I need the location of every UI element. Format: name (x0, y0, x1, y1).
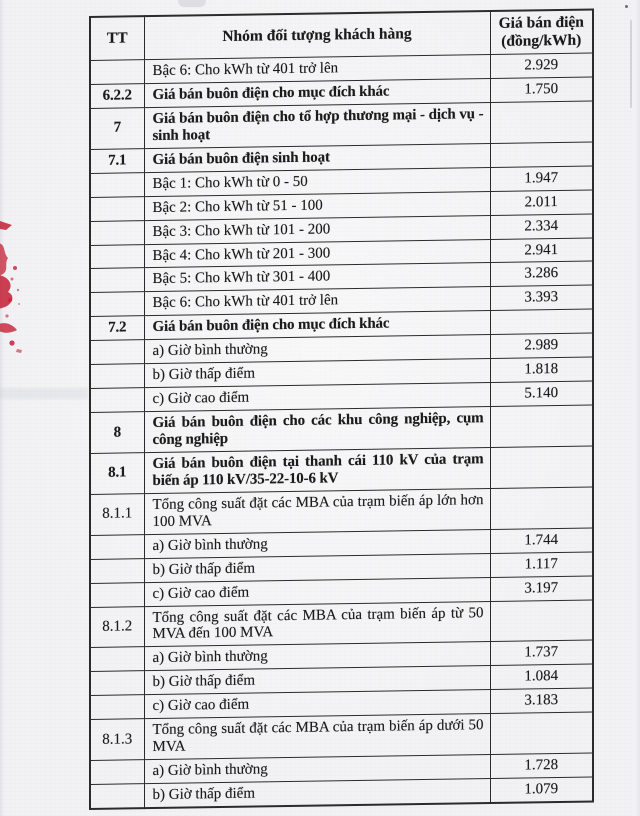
row-price: 2.989 (490, 333, 593, 358)
row-number (90, 292, 144, 317)
row-price: 1.084 (490, 664, 593, 689)
row-label: Bậc 4: Cho kWh từ 201 - 300 (144, 239, 490, 268)
row-number: 8.1.1 (90, 493, 144, 535)
row-label: Giá bán buôn điện cho mục đích khác (144, 78, 490, 107)
col-header-price-line2: (đồng/kWh) (501, 31, 582, 50)
row-label: b) Giờ thấp điểm (144, 779, 490, 809)
row-label: Bậc 2: Cho kWh từ 51 - 100 (144, 191, 490, 220)
row-price: 1.728 (490, 753, 593, 778)
page-edge-shadow-right (635, 0, 640, 816)
row-label: b) Giờ thấp điểm (144, 666, 490, 695)
row-number (90, 558, 144, 583)
row-price: 3.286 (490, 261, 593, 286)
row-number (90, 220, 144, 245)
row-label: Bậc 5: Cho kWh từ 301 - 400 (144, 263, 490, 292)
row-price: 1.737 (490, 640, 593, 665)
row-number: 8.1.3 (90, 719, 144, 761)
row-number: 8.1.2 (90, 606, 144, 648)
header-row (90, 10, 593, 61)
row-label: Giá bán buôn điện sinh hoạt (144, 143, 490, 172)
row-label: c) Giờ cao điểm (144, 577, 490, 606)
row-number (90, 534, 144, 559)
row-label: a) Giờ bình thường (144, 335, 490, 364)
col-header-price (490, 10, 593, 55)
price-table-wrap (89, 9, 592, 810)
row-label: Bậc 6: Cho kWh từ 401 trở lên (144, 55, 490, 84)
row-number (90, 60, 144, 85)
row-label: Bậc 6: Cho kWh từ 401 trở lên (144, 287, 490, 316)
row-number (90, 647, 144, 672)
row-label: Tổng công suất đặt các MBA của trạm biến áp từ 50 MVA đến 100 MVA (144, 601, 490, 647)
row-price (490, 600, 593, 642)
row-number (90, 671, 144, 696)
electricity-price-table (89, 9, 594, 810)
row-label: a) Giờ bình thường (144, 529, 490, 558)
col-header-group: Nhóm đối tượng khách hàng (144, 11, 490, 60)
row-number (90, 244, 144, 269)
row-price (490, 487, 593, 529)
row-label: Bậc 1: Cho kWh từ 0 - 50 (144, 167, 490, 196)
row-number: 7 (90, 108, 144, 150)
row-number (90, 172, 144, 197)
row-label: Giá bán buôn điện cho tổ hợp thương mại - dịch vụ - sinh hoạt (144, 102, 490, 148)
scan-smudge-top (178, 0, 206, 7)
scan-speck (625, 5, 628, 8)
row-label: Giá bán buôn điện tại thanh cái 110 kV của trạm biến áp 110 kV/35-22-10-6 kV (144, 447, 490, 493)
row-label: Giá bán buôn điện cho mục đích khác (144, 311, 490, 340)
row-label: c) Giờ cao điểm (144, 690, 490, 719)
row-label: Tổng công suất đặt các MBA của trạm biến áp lớn hơn 100 MVA (144, 488, 490, 534)
row-number (90, 784, 144, 809)
row-price (490, 309, 593, 334)
row-price: 2.941 (490, 238, 593, 263)
row-price: 2.334 (490, 214, 593, 239)
scan-line-artifact (630, 20, 632, 108)
row-number (90, 760, 144, 785)
row-number: 7.1 (90, 148, 144, 173)
scan-band-artifact (0, 388, 88, 399)
row-number (90, 340, 144, 365)
row-price: 1.750 (490, 77, 593, 102)
row-price (490, 101, 593, 143)
row-price: 1.117 (490, 552, 593, 577)
row-label: a) Giờ bình thường (144, 755, 490, 784)
row-label: c) Giờ cao điểm (144, 383, 490, 412)
row-price: 5.140 (490, 381, 593, 406)
row-label: a) Giờ bình thường (144, 642, 490, 671)
red-ink-smudge (0, 216, 29, 356)
row-label: b) Giờ thấp điểm (144, 359, 490, 388)
row-price (490, 405, 593, 447)
row-number (90, 582, 144, 607)
row-price: 1.947 (490, 166, 593, 191)
row-number (90, 196, 144, 221)
row-price (490, 446, 593, 488)
row-price: 3.197 (490, 576, 593, 601)
row-label: Giá bán buôn điện cho các khu công nghiệp, cụm công nghiệp (144, 407, 490, 453)
page-edge-shadow-left (0, 0, 4, 816)
row-number (90, 268, 144, 293)
row-price: 1.818 (490, 357, 593, 382)
row-label: Tổng công suất đặt các MBA của trạm biến áp dưới 50 MVA (144, 714, 490, 760)
row-number (90, 364, 144, 389)
row-price: 1.744 (490, 528, 593, 553)
col-header-tt: TT (90, 16, 144, 60)
col-header-price-line1: Giá bán điện (498, 13, 584, 33)
row-number: 6.2.2 (90, 84, 144, 109)
row-number (90, 388, 144, 413)
row-label: b) Giờ thấp điểm (144, 553, 490, 582)
row-price: 1.079 (490, 777, 593, 803)
row-number: 8 (90, 412, 144, 454)
row-price: 3.393 (490, 285, 593, 310)
row-number: 8.1 (90, 453, 144, 495)
row-price (490, 712, 593, 754)
row-label: Bậc 3: Cho kWh từ 101 - 200 (144, 215, 490, 244)
row-number (90, 695, 144, 720)
row-price: 2.929 (490, 53, 593, 78)
row-number: 7.2 (90, 316, 144, 341)
row-price (490, 142, 593, 167)
row-price: 3.183 (490, 688, 593, 713)
row-price: 2.011 (490, 190, 593, 215)
